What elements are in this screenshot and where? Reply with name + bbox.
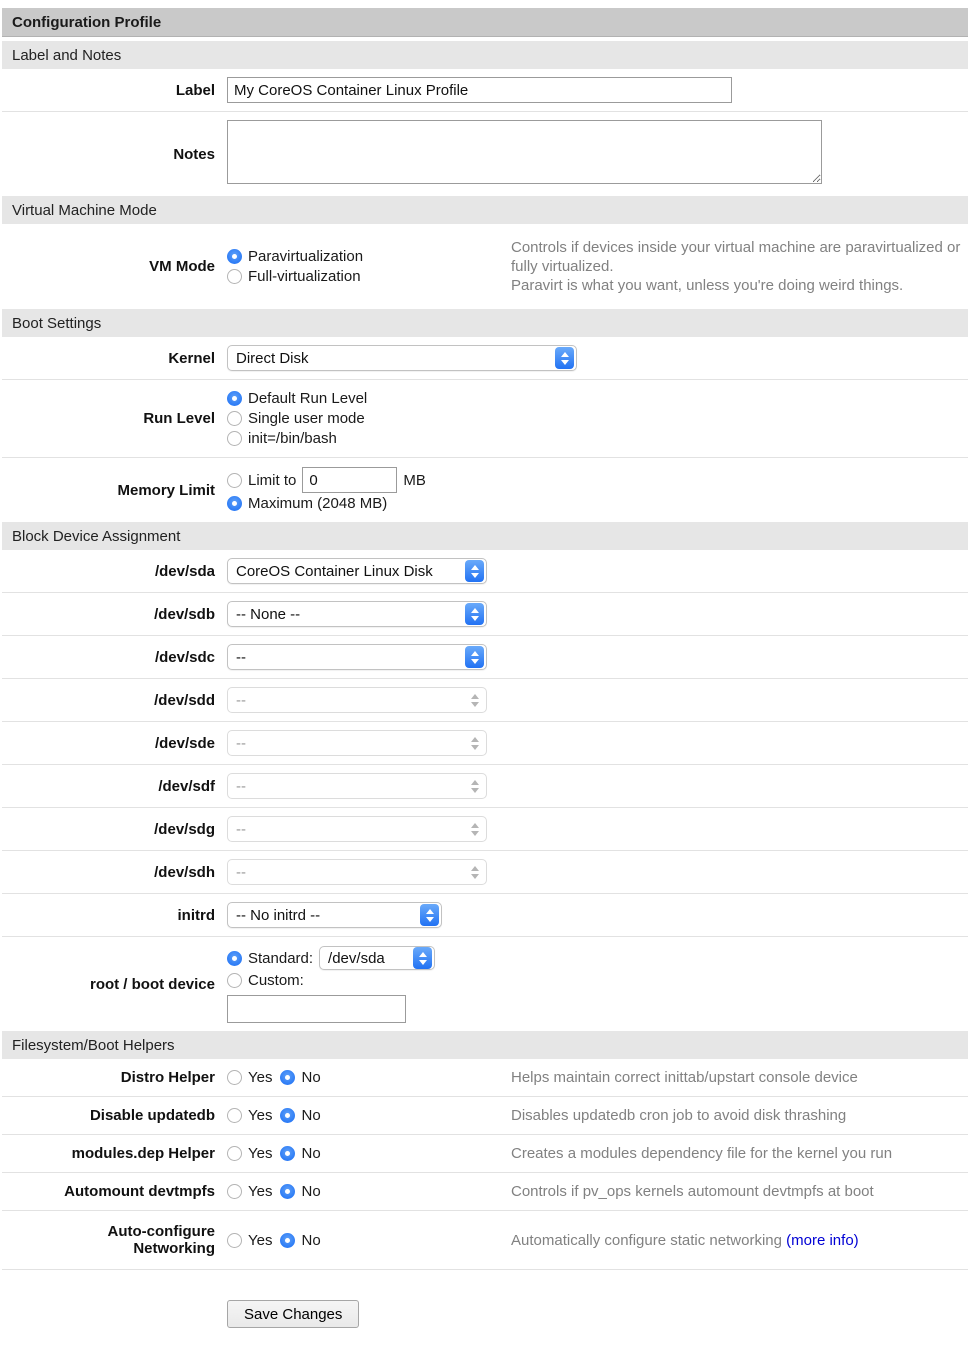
select-stepper-icon (465, 861, 484, 883)
radio-button-icon[interactable] (227, 496, 242, 511)
initrd-label: initrd (177, 906, 215, 924)
radio-button-icon[interactable] (280, 1233, 295, 1248)
radio-button-icon[interactable] (227, 249, 242, 264)
radio-button-icon[interactable] (280, 1108, 295, 1123)
device-select-sdb[interactable]: -- None -- (227, 601, 487, 627)
label-field-label: Label (175, 81, 215, 99)
select-stepper-icon (465, 560, 484, 582)
helper-yes-option[interactable]: Yes (227, 1068, 272, 1087)
device-select-sda[interactable]: CoreOS Container Linux Disk (227, 558, 487, 584)
device-row-sdc: /dev/sdc -- (2, 636, 968, 679)
helper-yes-option[interactable]: Yes (227, 1106, 272, 1125)
section-header-block-devices: Block Device Assignment (2, 522, 968, 550)
section-header-vm-mode: Virtual Machine Mode (2, 196, 968, 224)
section-header-helpers: Filesystem/Boot Helpers (2, 1031, 968, 1059)
memory-unit-label: MB (403, 471, 426, 489)
helper-help-text: Disables updatedb cron job to avoid disk thrashing (511, 1107, 847, 1124)
helper-row-auto-configure-networking: Auto-configure Networking Yes No Automatically configure static networking (more info) (2, 1211, 968, 1270)
run-level-option-default[interactable]: Default Run Level (227, 389, 968, 408)
device-row-sdh: /dev/sdh -- (2, 851, 968, 894)
kernel-row (2, 337, 968, 380)
root-boot-standard-option[interactable]: Standard: /dev/sda (227, 946, 968, 970)
helpers-group (2, 1059, 968, 1270)
helper-no-option[interactable]: No (280, 1068, 320, 1087)
device-select-sdh: -- (227, 859, 487, 885)
root-boot-custom-option[interactable]: Custom: (227, 971, 968, 990)
vm-mode-help: Controls if devices inside your virtual machine are paravirtualized or fully virtualized. Paravirt is what you want, unless you're doing weird things. (511, 239, 961, 294)
save-area (2, 1270, 968, 1348)
helper-no-option[interactable]: No (280, 1144, 320, 1163)
initrd-row (2, 894, 968, 937)
helper-yes-option[interactable]: Yes (227, 1144, 272, 1163)
device-row-sda: /dev/sda CoreOS Container Linux Disk (2, 550, 968, 593)
more-info-link[interactable]: (more info) (786, 1231, 859, 1249)
device-row-sdb: /dev/sdb -- None -- (2, 593, 968, 636)
page-title (2, 8, 968, 37)
root-boot-device-label: root / boot device (89, 975, 215, 993)
helper-no-option[interactable]: No (280, 1106, 320, 1125)
helper-row-automount-devtmpfs: Automount devtmpfs Yes No Controls if pv_ops kernels automount devtmpfs at boot (2, 1173, 968, 1211)
helper-help-text: Controls if pv_ops kernels automount devtmpfs at boot (511, 1183, 874, 1200)
helper-row-distro-helper: Distro Helper Yes No Helps maintain correct inittab/upstart console device (2, 1059, 968, 1097)
select-stepper-icon (465, 603, 484, 625)
device-row-sdf: /dev/sdf -- (2, 765, 968, 808)
run-level-option-init-bash[interactable]: init=/bin/bash (227, 429, 968, 448)
vm-mode-row (2, 224, 968, 309)
helper-help-text: Creates a modules dependency file for the kernel you run (511, 1145, 893, 1162)
helper-yes-option[interactable]: Yes (227, 1231, 272, 1250)
select-stepper-icon (555, 347, 574, 369)
device-select-sdg: -- (227, 816, 487, 842)
memory-limit-input[interactable] (302, 467, 397, 493)
label-input[interactable] (227, 77, 732, 103)
run-level-label: Run Level (143, 410, 215, 427)
radio-button-icon[interactable] (280, 1146, 295, 1161)
notes-field-label: Notes (173, 145, 215, 163)
device-row-sde: /dev/sde -- (2, 722, 968, 765)
helper-no-option[interactable]: No (280, 1231, 320, 1250)
device-select-sdf: -- (227, 773, 487, 799)
radio-button-icon[interactable] (227, 1108, 242, 1123)
device-row-sdd: /dev/sdd -- (2, 679, 968, 722)
helper-row-disable-updatedb: Disable updatedb Yes No Disables updatedb cron job to avoid disk thrashing (2, 1097, 968, 1135)
helper-help-text: Helps maintain correct inittab/upstart console device (511, 1069, 858, 1086)
block-devices-group (2, 550, 968, 1031)
section-header-label-and-notes: Label and Notes (2, 41, 968, 69)
radio-button-icon[interactable] (280, 1070, 295, 1085)
radio-button-icon[interactable] (227, 1070, 242, 1085)
vm-mode-option-full-virtualization[interactable]: Full-virtualization (227, 267, 499, 286)
run-level-option-single-user[interactable]: Single user mode (227, 409, 968, 428)
radio-button-icon[interactable] (227, 973, 242, 988)
section-header-boot-settings: Boot Settings (2, 309, 968, 337)
select-stepper-icon (420, 904, 439, 926)
helper-help-text: Automatically configure static networking (more info) (511, 1231, 859, 1249)
select-stepper-icon (465, 646, 484, 668)
radio-button-icon[interactable] (227, 391, 242, 406)
device-row-sdg: /dev/sdg -- (2, 808, 968, 851)
radio-button-icon[interactable] (227, 951, 242, 966)
vm-mode-group (2, 224, 968, 309)
select-stepper-icon (465, 689, 484, 711)
radio-button-icon[interactable] (227, 1146, 242, 1161)
device-select-sdd: -- (227, 687, 487, 713)
label-notes-group (2, 69, 968, 196)
root-device-select[interactable]: /dev/sda (319, 946, 435, 970)
radio-button-icon[interactable] (227, 1184, 242, 1199)
helper-yes-option[interactable]: Yes (227, 1182, 272, 1201)
select-stepper-icon (465, 775, 484, 797)
helper-no-option[interactable]: No (280, 1182, 320, 1201)
device-select-sdc[interactable]: -- (227, 644, 487, 670)
root-boot-device-row (2, 937, 968, 1031)
vm-mode-option-paravirtualization[interactable]: Paravirtualization (227, 247, 499, 266)
memory-limit-row (2, 458, 968, 522)
custom-root-device-input[interactable] (227, 995, 406, 1023)
label-row (2, 69, 968, 112)
configuration-profile-page (2, 8, 968, 1348)
kernel-select[interactable]: Direct Disk (227, 345, 577, 371)
memory-limit-option-maximum[interactable]: Maximum (2048 MB) (227, 494, 968, 513)
radio-button-icon[interactable] (227, 411, 242, 426)
save-changes-button[interactable]: Save Changes (227, 1300, 359, 1328)
radio-button-icon[interactable] (227, 473, 242, 488)
memory-limit-option-limit-to[interactable]: Limit to 0 MB (227, 467, 968, 493)
notes-row (2, 112, 968, 196)
radio-button-icon[interactable] (227, 1233, 242, 1248)
kernel-label: Kernel (168, 349, 215, 367)
notes-textarea[interactable] (227, 120, 822, 184)
initrd-select[interactable]: -- No initrd -- (227, 902, 442, 928)
device-select-sde: -- (227, 730, 487, 756)
boot-settings-group (2, 337, 968, 522)
radio-button-icon[interactable] (227, 431, 242, 446)
radio-button-icon[interactable] (280, 1184, 295, 1199)
select-stepper-icon (413, 947, 432, 969)
memory-limit-label: Memory Limit (117, 481, 215, 499)
page-title-text: Configuration Profile (12, 13, 162, 31)
radio-button-icon[interactable] (227, 269, 242, 284)
select-stepper-icon (465, 732, 484, 754)
select-stepper-icon (465, 818, 484, 840)
vm-mode-label: VM Mode (149, 258, 215, 275)
run-level-row (2, 380, 968, 458)
helper-row-modules-dep: modules.dep Helper Yes No Creates a modules dependency file for the kernel you run (2, 1135, 968, 1173)
